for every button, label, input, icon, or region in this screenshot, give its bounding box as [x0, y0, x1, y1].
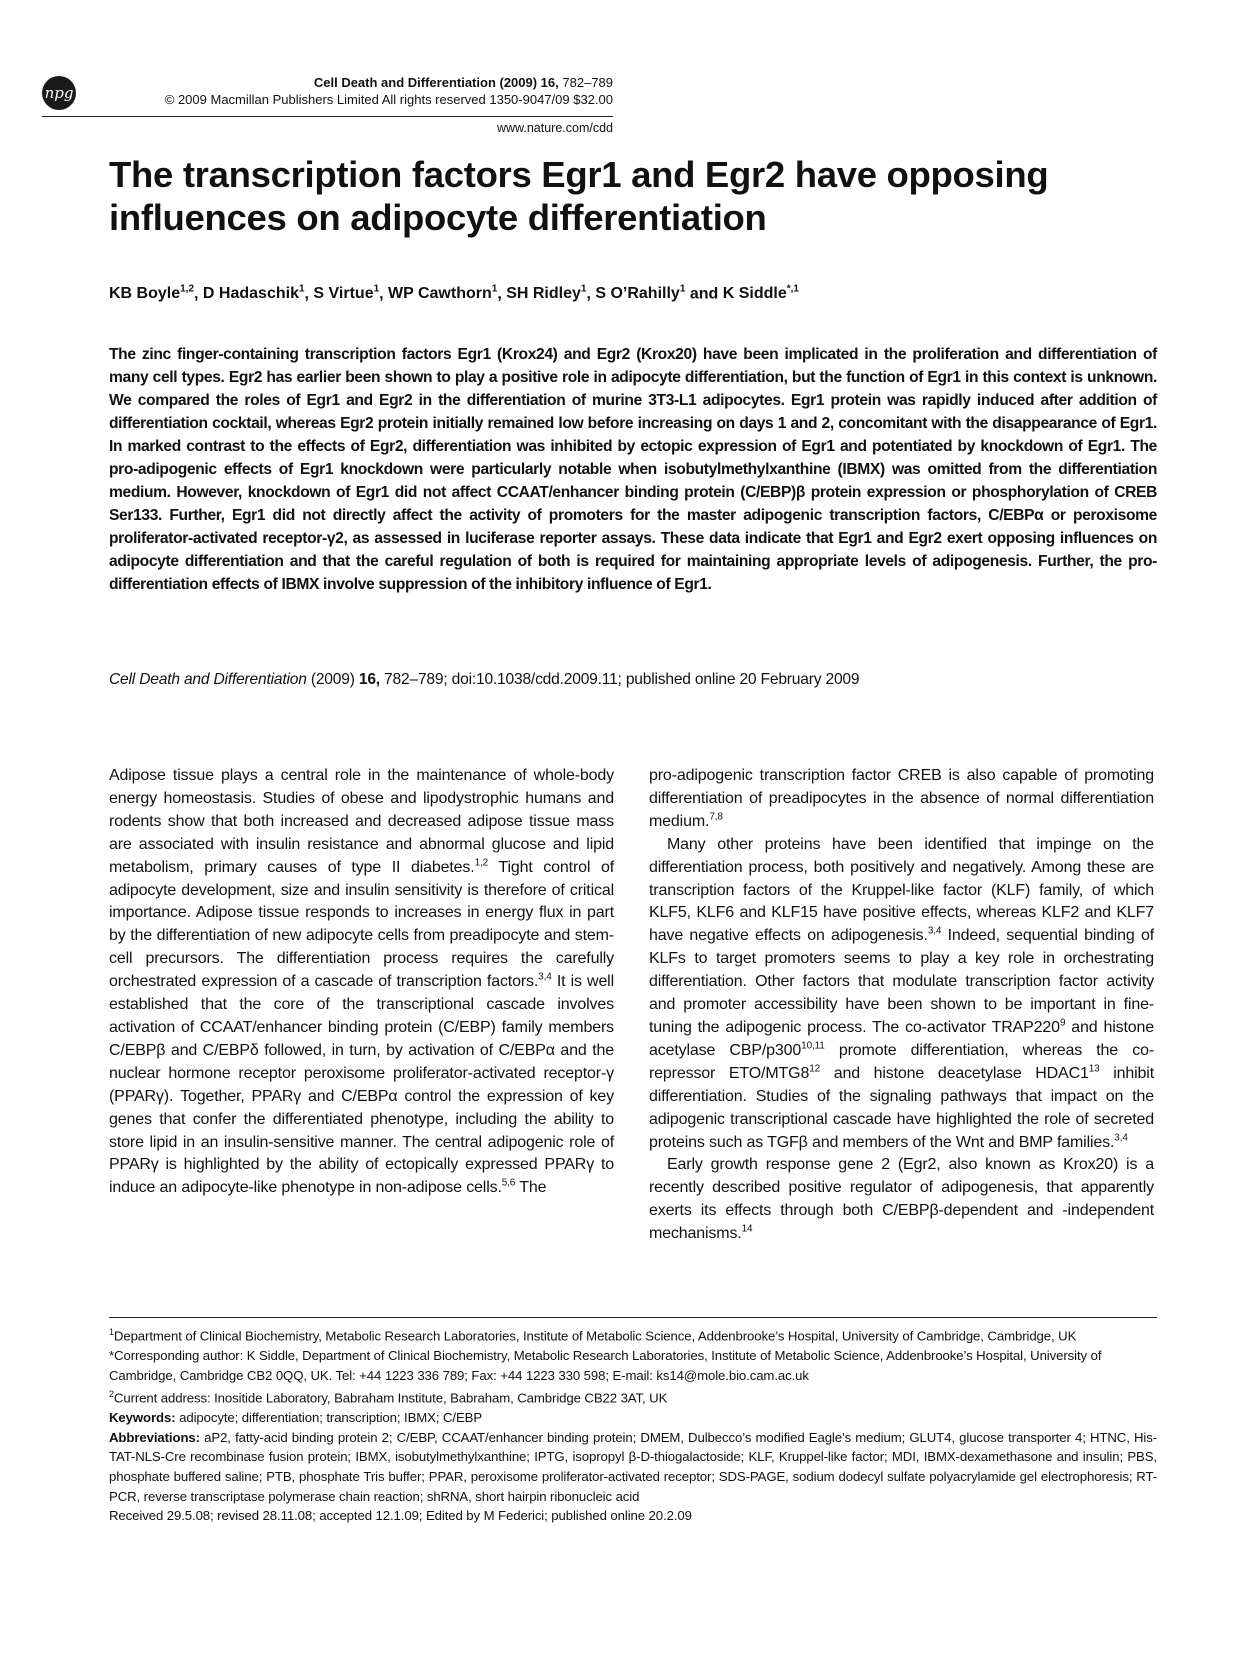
affiliation-note [109, 1323, 1157, 1346]
author-name: K Siddle [722, 285, 787, 303]
footnote-sup: 2 [109, 1389, 114, 1400]
reference-sup[interactable]: 3,4 [1114, 1132, 1128, 1144]
journal-name: Cell Death and Differentiation (2009) 16, [313, 75, 559, 90]
author-name: D Hadaschik [202, 285, 299, 303]
npg-logo [42, 76, 76, 110]
author [388, 285, 497, 302]
journal-url[interactable]: www.nature.com/cdd [496, 121, 613, 135]
abbreviations-label: Abbreviations: [109, 1429, 200, 1445]
author-name: SH Ridley [506, 285, 581, 303]
keywords-note [109, 1408, 1157, 1428]
reference-sup[interactable]: 14 [741, 1223, 753, 1235]
citation-year: (2009) [306, 671, 359, 688]
author [506, 285, 586, 302]
abbreviations-note [109, 1428, 1157, 1506]
current-address-text: Current address: Inositide Laboratory, Babraham Institute, Babraham, Cambridge CB22 3AT, UK [113, 1390, 668, 1406]
author [203, 285, 305, 302]
author-affiliation-sup: *,1 [786, 284, 799, 295]
affiliation-text: Department of Clinical Biochemistry, Metabolic Research Laboratories, Institute of Metabolic Science, Addenbrooke’s Hospital, University of Cambridge, Cambridge, UK [113, 1328, 1077, 1344]
body-text: Many other proteins have been identified that impinge on the differentiation process, both positively and negatively. Among these are transcription factors of the Kruppel-like factor (KLF) family, of which KLF5, KLF6 and KLF15 have positive effects, whereas KLF2 and KLF7 have negative effects on adipogenesis. [649, 835, 1154, 945]
body-text: Indeed, sequential binding of KLFs to target promoters seems to play a key role in orchestrating differentiation. Other factors that modulate transcription factor activity and promoter accessibility have been shown to be important in fine-tuning the adipogenic process. The co-activator TRAP220 [649, 927, 1155, 1036]
author-affiliation-sup: 1 [679, 284, 686, 295]
author [595, 285, 685, 302]
corresponding-author-note: *Corresponding author: K Siddle, Department of Clinical Biochemistry, Metabolic Research Laboratories, Institute of Metabolic Science, Addenbrooke’s Hospital, University of Cambridge, Cambridge CB2 0QQ, UK. Tel: +44 1223 336 789; Fax: +44 1223 330 598; E-mail: ks14@mole.bio.cam.ac.uk [109, 1347, 1102, 1383]
reference-sup[interactable]: 10,11 [801, 1040, 825, 1052]
body-paragraph [649, 834, 1154, 1155]
body-text: Tight control of adipocyte development, size and insulin sensitivity is therefore of critical importance. Adipose tissue responds to increases in energy flux in part by the differentiation of new adipocyte cells from preadipocyte and stem-cell precursors. The differentiation process requires the carefully orchestrated expression of a cascade of transcription factors. [109, 858, 614, 991]
reference-sup[interactable]: 7,8 [709, 811, 723, 823]
body-text: and histone acetylase CBP/p300 [649, 1018, 1154, 1059]
citation-journal: Cell Death and Differentiation [109, 671, 307, 688]
current-address-note [109, 1385, 1157, 1408]
header-divider [42, 116, 613, 117]
npg-logo-text: npg [44, 84, 74, 102]
journal-pages: 782–789 [558, 75, 613, 90]
body-paragraph [109, 765, 614, 1200]
author [109, 285, 194, 302]
abstract: The zinc finger-containing transcription factors Egr1 (Krox24) and Egr2 (Krox20) have been implicated in the proliferation and differentiation of many cell types. Egr2 has earlier been shown to play a positive role in adipocyte differentiation, but the function of Egr1 in this context is unknown. We compared the roles of Egr1 and Egr2 in the differentiation of murine 3T3-L1 adipocytes. Egr1 protein was rapidly induced after addition of differentiation cocktail, whereas Egr2 protein initially remained low before increasing on days 1 and 2, concomitant with the disappearance of Egr1. In marked contrast to the effects of Egr2, differentiation was inhibited by ectopic expression of Egr1 and potentiated by knockdown of Egr1. The pro-adipogenic effects of Egr1 knockdown were particularly notable when isobutylmethylxanthine (IBMX) was omitted from the differentiation medium. However, knockdown of Egr1 did not affect CCAAT/enhancer binding protein (C/EBP)β protein expression or phosphorylation of CREB Ser133. Further, Egr1 did not directly affect the activity of promoters for the master adipogenic transcription factors, C/EBPα or peroxisome proliferator-activated receptor-γ2, as assessed in luciferase reporter assays. These data indicate that Egr1 and Egr2 exert opposing influences on adipocyte differentiation and that the careful regulation of both is required for maintaining appropriate levels of adipogenesis. Further, the pro-differentiation effects of IBMX involve suppression of the inhibitory influence of Egr1. [109, 346, 1157, 593]
body-text: Adipose tissue plays a central role in the maintenance of whole-body energy homeostasis. Studies of obese and lipodystrophic humans and rodents show that both increased and decreased adipose tissue mass are associated with insulin resistance and abnormal glucose and lipid metabolism, primary causes of type II diabetes. [109, 767, 614, 876]
journal-header [100, 74, 613, 108]
body-text: It is well established that the core of the transcriptional cascade involves activation of CCAAT/enhancer binding protein (C/EBP) family members C/EBPβ and C/EBPδ followed, in turn, by activation of C/EBPα and the nuclear hormone receptor peroxisome proliferator-activated receptor-γ (PPARγ). Together, PPARγ and C/EBPα control the expression of key genes that confer the differentiated phenotype, including the ability to store lipid in an insulin-sensitive manner. The central adipogenic role of PPARγ is highlighted by the ability of ectopically expressed PPARγ to induce an adipocyte-like phenotype in non-adipose cells. [109, 973, 614, 1197]
body-text: promote differentiation, whereas the co-repressor ETO/MTG8 [649, 1041, 1155, 1082]
reference-sup[interactable]: 13 [1088, 1063, 1100, 1075]
author-name: WP Cawthorn [388, 285, 492, 303]
received-dates-note: Received 29.5.08; revised 28.11.08; accepted 12.1.09; Edited by M Federici; published online 20.2.09 [109, 1508, 692, 1524]
reference-sup[interactable]: 9 [1059, 1017, 1066, 1029]
reference-sup[interactable]: 12 [809, 1063, 821, 1075]
body-text: pro-adipogenic transcription factor CREB is also capable of promoting differentiation of preadipocytes in the absence of normal differentiation medium. [649, 767, 1154, 830]
author [313, 285, 379, 302]
body-column-left [109, 765, 614, 1200]
reference-sup[interactable]: 5,6 [501, 1177, 516, 1189]
reference-sup[interactable]: 3,4 [927, 926, 942, 938]
body-text: inhibit differentiation. Studies of the signaling pathways that impact on the adipogenic transcriptional cascade have highlighted the role of secreted proteins such as TGFβ and members of the Wnt and BMP families. [649, 1064, 1154, 1151]
author-affiliation-sup: 1 [491, 284, 498, 295]
footnote-sup: 1 [109, 1327, 114, 1337]
author-name: S O’Rahilly [595, 285, 680, 303]
author-affiliation-sup: 1 [373, 284, 380, 295]
abbreviations-text: aP2, fatty-acid binding protein 2; C/EBP, CCAAT/enhancer binding protein; DMEM, Dulbecco’s modified Eagle’s medium; GLUT4, glucose transporter 4; HTNC, His-TAT-NLS-Cre recombinase fusion protein; IBMX, isobutylmethylxanthine; IPTG, isopropyl β-D-thiogalactoside; KLF, Kruppel-like factor; MDI, IBMX-dexamethasone and insulin; PBS, phosphate buffered saline; PTB, phosphate Tris buffer; PPAR, peroxisome proliferator-activated receptor; SDS-PAGE, sodium dodecyl sulfate polyacrylamide gel electrophoresis; RT-PCR, reverse transcriptase polymerase chain reaction; shRNA, short hairpin ribonucleic acid [109, 1429, 1157, 1504]
body-text: Early growth response gene 2 (Egr2, also known as Krox20) is a recently described positive regulator of adipogenesis, that apparently exerts its effects through both C/EBPβ-dependent and -independent mechanisms. [649, 1156, 1154, 1243]
author-name: S Virtue [313, 285, 374, 303]
footnote-divider [109, 1317, 1157, 1318]
article-citation [109, 670, 1157, 690]
author-list: KB Boyle$^{1,2}$, D Hadaschik$^1$, S Virtue$^1$, WP Cawthorn$^1$, SH Ridley$^1$, S O’Rahilly$^1$ and K Siddle$^{*,1}$ [109, 284, 799, 303]
body-column-right [649, 765, 1154, 1246]
body-text: The [515, 1179, 547, 1197]
footnotes [109, 1323, 1157, 1526]
author [723, 285, 799, 302]
reference-sup[interactable]: 3,4 [538, 971, 552, 983]
citation-volume: 16, [358, 671, 380, 688]
article-title: The transcription factors Egr1 and Egr2 have opposing influences on adipocyte differentiation [109, 154, 1049, 238]
journal-citation-line [100, 74, 613, 91]
copyright-line: © 2009 Macmillan Publishers Limited All rights reserved 1350-9047/09 $32.00 [164, 92, 613, 107]
citation-details: 782–789; doi:10.1038/cdd.2009.11; published online 20 February 2009 [379, 671, 860, 688]
author-affiliation-sup: 1 [298, 284, 305, 295]
body-paragraph [649, 1154, 1154, 1246]
author-affiliation-sup: 1 [580, 284, 587, 295]
body-text: and histone deacetylase HDAC1 [820, 1064, 1089, 1082]
author-affiliation-sup: 1,2 [180, 284, 195, 295]
body-paragraph [649, 765, 1154, 834]
reference-sup[interactable]: 1,2 [474, 857, 489, 869]
author-name: KB Boyle [109, 285, 181, 303]
keywords-text: adipocyte; differentiation; transcription; IBMX; C/EBP [175, 1410, 483, 1426]
keywords-label: Keywords: [109, 1410, 176, 1426]
